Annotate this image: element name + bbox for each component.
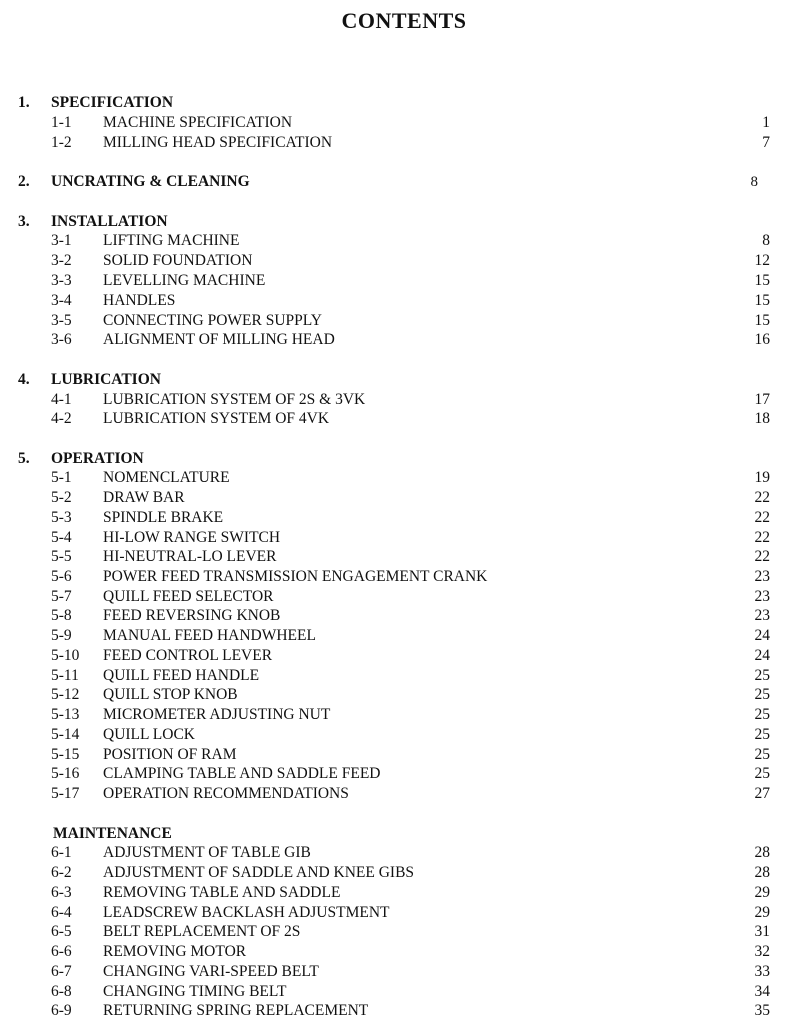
- entry-page: 34: [754, 983, 770, 1000]
- entry-title: QUILL FEED SELECTOR: [103, 588, 274, 605]
- section-heading: [18, 213, 168, 231]
- entry-page: 29: [754, 904, 770, 921]
- entry-number: 6-5: [51, 923, 72, 940]
- entry-title: MACHINE SPECIFICATION: [103, 114, 293, 131]
- entry-number: 4-1: [51, 391, 72, 408]
- entry-page: 16: [754, 331, 770, 348]
- entry-title: REMOVING MOTOR: [103, 943, 247, 960]
- entry-title: HI-LOW RANGE SWITCH: [103, 529, 281, 546]
- entry-number: 3-2: [51, 252, 72, 269]
- entry-title: POWER FEED TRANSMISSION ENGAGEMENT CRANK: [103, 568, 488, 585]
- entry-page: 25: [754, 726, 770, 743]
- entry-number: 6-1: [51, 844, 72, 861]
- section-title: MAINTENANCE: [53, 825, 172, 842]
- entry-number: 6-9: [51, 1002, 72, 1019]
- entry-number: 1-1: [51, 114, 72, 131]
- section-number: 5.: [18, 450, 30, 467]
- entry-title: MILLING HEAD SPECIFICATION: [103, 134, 333, 151]
- entry-title: MICROMETER ADJUSTING NUT: [103, 706, 331, 723]
- entry-title: SOLID FOUNDATION: [103, 252, 253, 269]
- section-heading: [53, 825, 172, 843]
- entry-title: NOMENCLATURE: [103, 469, 230, 486]
- entry-page: 25: [754, 746, 770, 763]
- entry-title: BELT REPLACEMENT OF 2S: [103, 923, 301, 940]
- entry-number: 6-6: [51, 943, 72, 960]
- entry-title: SPINDLE BRAKE: [103, 509, 224, 526]
- entry-number: 3-6: [51, 331, 72, 348]
- entry-page: 23: [754, 607, 770, 624]
- entry-title: HI-NEUTRAL-LO LEVER: [103, 548, 277, 565]
- entry-page: 35: [754, 1002, 770, 1019]
- entry-number: 6-8: [51, 983, 72, 1000]
- entry-page: 32: [754, 943, 770, 960]
- entry-number: 5-12: [51, 686, 80, 703]
- entry-title: QUILL LOCK: [103, 726, 195, 743]
- section-title: OPERATION: [51, 450, 144, 467]
- entry-number: 5-4: [51, 529, 72, 546]
- entry-page: 15: [754, 312, 770, 329]
- entry-page: 25: [754, 686, 770, 703]
- entry-page: 28: [754, 864, 770, 881]
- section-heading: [18, 450, 144, 468]
- entry-title: HANDLES: [103, 292, 176, 309]
- entry-title: CHANGING TIMING BELT: [103, 983, 287, 1000]
- entry-page: 1: [762, 114, 770, 131]
- section-number: 1.: [18, 94, 30, 111]
- section-page: 8: [750, 174, 758, 190]
- entry-number: 6-7: [51, 963, 72, 980]
- entry-page: 25: [754, 765, 770, 782]
- section-heading: [18, 371, 161, 389]
- entry-title: CONNECTING POWER SUPPLY: [103, 312, 322, 329]
- entry-title: OPERATION RECOMMENDATIONS: [103, 785, 349, 802]
- entry-page: 19: [754, 469, 770, 486]
- entry-title: LEADSCREW BACKLASH ADJUSTMENT: [103, 904, 390, 921]
- entry-title: DRAW BAR: [103, 489, 185, 506]
- entry-number: 6-2: [51, 864, 72, 881]
- entry-page: 24: [754, 627, 770, 644]
- section-number: 2.: [18, 173, 30, 190]
- entry-page: 22: [754, 529, 770, 546]
- entry-title: RETURNING SPRING REPLACEMENT: [103, 1002, 369, 1019]
- entry-title: CHANGING VARI-SPEED BELT: [103, 963, 319, 980]
- entry-number: 5-15: [51, 746, 80, 763]
- entry-page: 28: [754, 844, 770, 861]
- entry-page: 22: [754, 548, 770, 565]
- entry-title: ADJUSTMENT OF TABLE GIB: [103, 844, 311, 861]
- entry-page: 33: [754, 963, 770, 980]
- entry-number: 6-4: [51, 904, 72, 921]
- entry-title: ADJUSTMENT OF SADDLE AND KNEE GIBS: [103, 864, 415, 881]
- entry-number: 1-2: [51, 134, 72, 151]
- entry-number: 5-10: [51, 647, 80, 664]
- entry-number: 3-3: [51, 272, 72, 289]
- section-number: 3.: [18, 213, 30, 230]
- entry-page: 25: [754, 706, 770, 723]
- entry-page: 29: [754, 884, 770, 901]
- page-title: CONTENTS: [341, 8, 467, 33]
- entry-number: 5-7: [51, 588, 72, 605]
- entry-title: MANUAL FEED HANDWHEEL: [103, 627, 316, 644]
- section-title: SPECIFICATION: [51, 94, 174, 111]
- entry-number: 5-1: [51, 469, 72, 486]
- section-heading: [18, 173, 250, 191]
- entry-page: 8: [762, 232, 770, 249]
- entry-page: 12: [754, 252, 770, 269]
- entry-number: 5-13: [51, 706, 80, 723]
- entry-number: 5-9: [51, 627, 72, 644]
- entry-title: QUILL STOP KNOB: [103, 686, 238, 703]
- entry-title: FEED CONTROL LEVER: [103, 647, 273, 664]
- entry-title: LEVELLING MACHINE: [103, 272, 266, 289]
- entry-page: 18: [754, 410, 770, 427]
- entry-page: 17: [754, 391, 770, 408]
- entry-title: FEED REVERSING KNOB: [103, 607, 281, 624]
- section-number: 4.: [18, 371, 30, 388]
- entry-title: ALIGNMENT OF MILLING HEAD: [103, 331, 335, 348]
- entry-page: 31: [754, 923, 770, 940]
- entry-page: 15: [754, 292, 770, 309]
- entry-title: QUILL FEED HANDLE: [103, 667, 260, 684]
- entry-number: 5-11: [51, 667, 79, 684]
- entry-number: 5-17: [51, 785, 80, 802]
- entry-title: POSITION OF RAM: [103, 746, 237, 763]
- entry-number: 5-2: [51, 489, 72, 506]
- entry-page: 23: [754, 568, 770, 585]
- entry-number: 5-14: [51, 726, 80, 743]
- section-title: LUBRICATION: [51, 371, 161, 388]
- entry-page: 7: [762, 134, 770, 151]
- entry-number: 3-1: [51, 232, 72, 249]
- entry-number: 6-3: [51, 884, 72, 901]
- entry-title: CLAMPING TABLE AND SADDLE FEED: [103, 765, 381, 782]
- entry-number: 5-5: [51, 548, 72, 565]
- entry-title: LIFTING MACHINE: [103, 232, 240, 249]
- section-heading: [18, 94, 173, 112]
- entry-page: 24: [754, 647, 770, 664]
- entry-page: 27: [754, 785, 770, 802]
- entry-page: 25: [754, 667, 770, 684]
- section-title: INSTALLATION: [51, 213, 168, 230]
- entry-page: 22: [754, 509, 770, 526]
- entry-number: 5-3: [51, 509, 72, 526]
- entry-number: 3-5: [51, 312, 72, 329]
- entry-page: 15: [754, 272, 770, 289]
- entry-title: LUBRICATION SYSTEM OF 4VK: [103, 410, 330, 427]
- entry-number: 5-6: [51, 568, 72, 585]
- entry-number: 5-8: [51, 607, 72, 624]
- entry-title: REMOVING TABLE AND SADDLE: [103, 884, 341, 901]
- section-title: UNCRATING & CLEANING: [51, 173, 250, 190]
- entry-page: 23: [754, 588, 770, 605]
- entry-page: 22: [754, 489, 770, 506]
- entry-title: LUBRICATION SYSTEM OF 2S & 3VK: [103, 391, 366, 408]
- entry-number: 3-4: [51, 292, 72, 309]
- entry-number: 5-16: [51, 765, 80, 782]
- entry-number: 4-2: [51, 410, 72, 427]
